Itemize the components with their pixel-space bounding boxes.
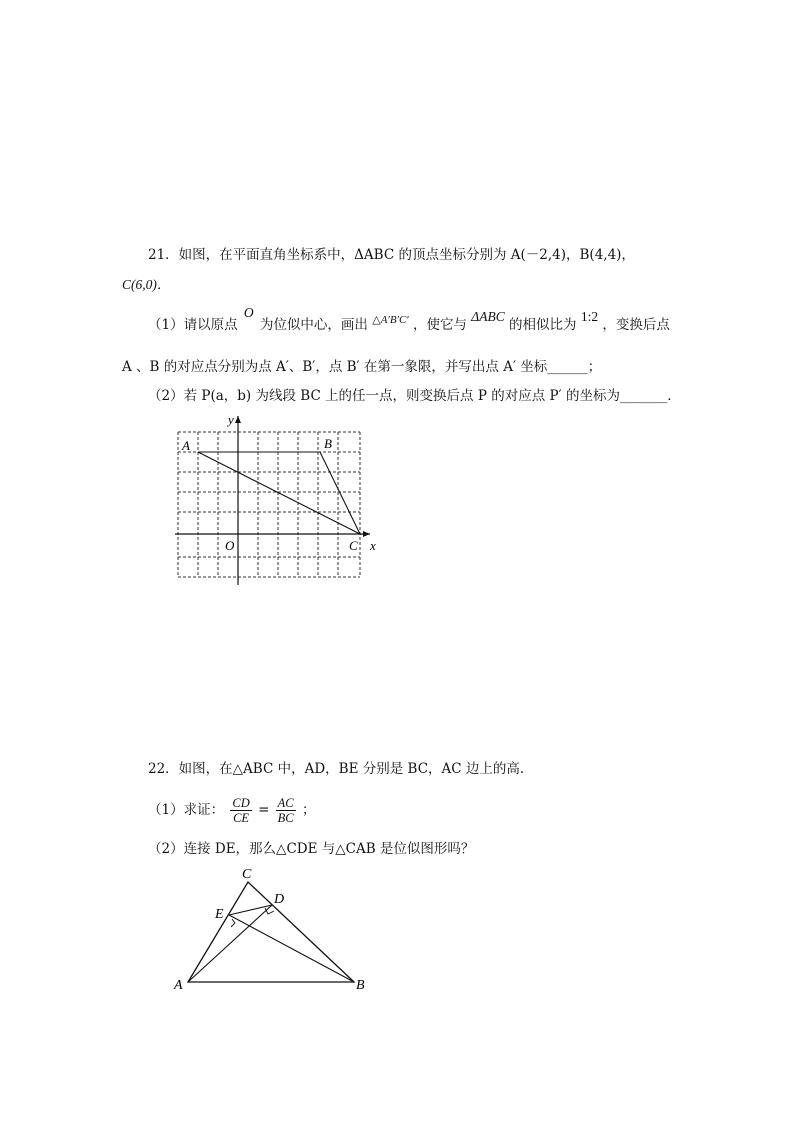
q21-coordinate-figure	[170, 410, 390, 590]
q22-label-b: B	[356, 978, 365, 992]
q22-label-c: C	[242, 867, 252, 882]
q21-part1-origin: O	[243, 305, 254, 320]
q22-label-d: D	[274, 892, 285, 907]
q21-x-arrow	[363, 531, 370, 537]
q21-part1-text-e: ，变换后点	[602, 317, 670, 333]
q21-label-y: y	[228, 412, 234, 427]
q21-label-a: A	[182, 438, 190, 453]
q21-part1-ratio: 1:2	[580, 309, 599, 324]
q22-right-angle-d	[265, 908, 274, 914]
q22-frac1-denominator: CE	[233, 811, 250, 825]
q21-label-o: O	[225, 538, 235, 553]
q22-frac2-numerator: AC	[277, 796, 294, 810]
q22-fraction-cd-ce	[230, 796, 251, 825]
q21-y-arrow	[235, 416, 241, 423]
q22-triangle-abc	[188, 882, 354, 982]
q22-part1-prefix: （1）求证：	[148, 802, 225, 818]
q21-line1: 21．如图，在平面直角坐标系中，ΔABC 的顶点坐标分别为 A(－2,4)，B(4,4)，	[148, 247, 635, 263]
q21-part1-triangle: △A′B′C′	[372, 314, 409, 326]
q22-part2: （2）连接 DE，那么△CDE 与△CAB 是位似图形吗？	[148, 841, 475, 857]
q21-part1-line1	[148, 305, 670, 335]
q22-frac2-denominator: BC	[277, 811, 294, 825]
q21-part1-text-a: （1）请以原点	[148, 317, 238, 333]
q22-fraction-ac-bc	[276, 796, 296, 825]
q22-altitude-be	[229, 915, 354, 982]
q22-right-angle-e	[231, 919, 235, 927]
q22-triangle-figure	[168, 862, 378, 992]
q21-triangle-abc	[198, 452, 360, 534]
q22-part1	[148, 792, 315, 828]
q22-label-a: A	[174, 978, 183, 992]
q22-frac1-numerator: CD	[232, 796, 250, 810]
q22-line1: 22．如图，在△ABC 中，AD，BE 分别是 BC，AC 边上的高．	[148, 761, 534, 777]
q21-part2: （2）若 P(a，b) 为线段 BC 上的任一点，则变换后点 P 的对应点 P′ 的坐标为_______．	[148, 388, 681, 404]
q22-altitude-ad	[188, 905, 272, 982]
q21-line2: C(6,0)．	[122, 277, 171, 292]
q21-part1-text-b: 为位似中心，画出	[259, 317, 368, 333]
q21-part1-text-d: 的相似比为	[509, 317, 577, 333]
q22-part1-suffix: ；	[301, 802, 316, 818]
q22-label-e: E	[215, 907, 224, 922]
q21-label-x: x	[370, 538, 376, 553]
q22-equals: =	[258, 802, 270, 818]
q21-part1-abc: ΔABC	[471, 309, 505, 324]
q21-part1-text-c: ，使它与	[413, 317, 467, 333]
q21-grid	[178, 432, 360, 577]
q21-label-c: C	[349, 538, 358, 553]
q21-part1-line2: A 、B 的对应点分别为点 A′、B′，点 B′ 在第一象限，并写出点 A′ 坐标______；	[122, 359, 602, 375]
q21-label-b: B	[324, 436, 332, 451]
